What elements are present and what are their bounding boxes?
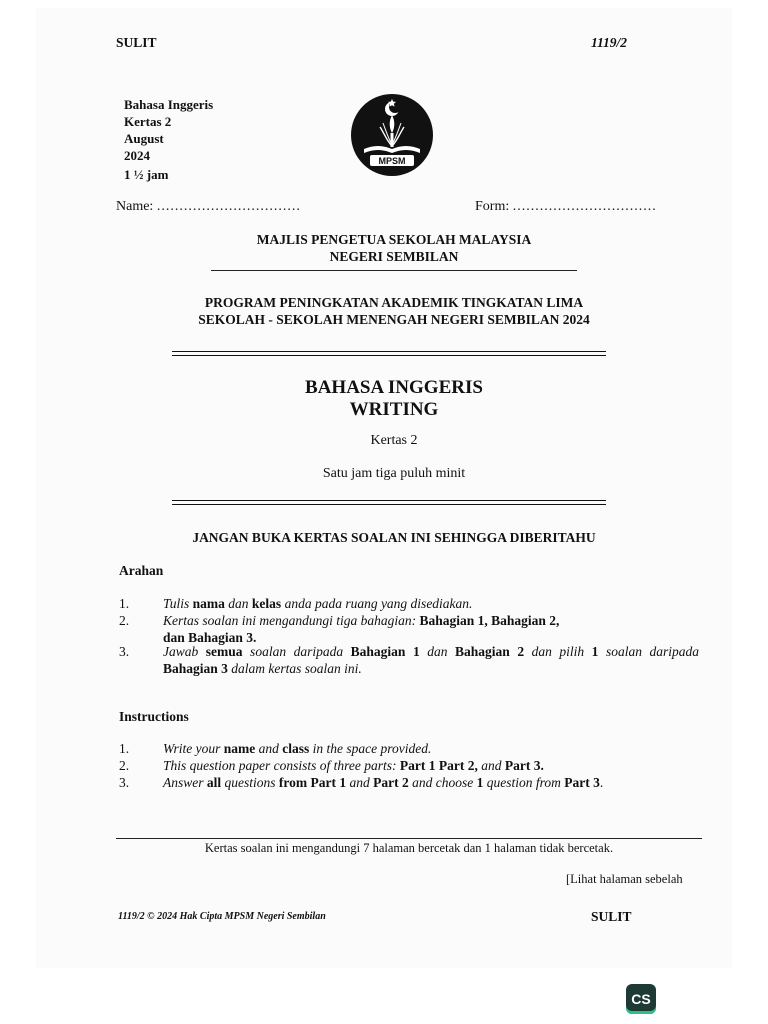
text-run: soalan daripada xyxy=(242,644,351,659)
council-heading xyxy=(150,231,638,265)
council-line: NEGERI SEMBILAN xyxy=(329,249,459,264)
paper-title xyxy=(150,377,638,421)
subject-line: Kertas 2 xyxy=(124,114,172,129)
text-run: class xyxy=(282,741,310,756)
arahan-heading: Arahan xyxy=(119,563,164,578)
header-classification: SULIT xyxy=(116,35,157,50)
double-divider xyxy=(172,500,606,505)
text-run: questions xyxy=(221,775,279,790)
text-run: dan xyxy=(224,596,252,611)
item-number: 1. xyxy=(119,741,130,756)
text-run: Part 2 xyxy=(373,775,409,790)
warning-text: JANGAN BUKA KERTAS SOALAN INI SEHINGGA DIBERITAHU xyxy=(192,530,596,545)
text-run: dalam kertas soalan ini. xyxy=(227,661,362,676)
item-text-cont xyxy=(163,660,699,677)
text-run: and xyxy=(477,758,505,773)
list-item xyxy=(119,643,699,677)
list-item xyxy=(119,774,699,791)
text-run: 1 xyxy=(591,644,599,659)
item-text xyxy=(163,612,699,629)
text-run: Part 3. xyxy=(504,758,544,773)
text-run: dan pilih xyxy=(524,644,592,659)
subject-line: 1 ½ jam xyxy=(124,167,169,182)
text-run: Bahagian 2 xyxy=(455,644,525,659)
instructions-heading: Instructions xyxy=(119,709,189,724)
text-run: 1 xyxy=(476,775,484,790)
text-run: soalan daripada xyxy=(598,644,699,659)
camscanner-badge[interactable]: CS xyxy=(626,984,656,1014)
list-item xyxy=(119,757,699,774)
text-run: all xyxy=(206,775,222,790)
next-page-note: [Lihat halaman sebelah xyxy=(566,872,683,886)
text-run: Bahagian 3 xyxy=(163,661,228,676)
duration: Satu jam tiga puluh minit xyxy=(322,466,466,481)
item-text xyxy=(163,595,699,612)
logo-text: MPSM xyxy=(378,156,406,166)
name-label: Name: xyxy=(116,199,154,214)
item-text xyxy=(163,740,699,757)
subject-line: August xyxy=(124,131,164,146)
text-run: dan xyxy=(419,644,456,659)
text-run: Jawab xyxy=(163,644,206,659)
footer-classification: SULIT xyxy=(591,909,632,924)
item-number: 3. xyxy=(119,644,130,659)
item-number: 1. xyxy=(119,596,130,611)
instructions-list xyxy=(119,740,699,794)
name-dots: ................................ xyxy=(156,199,301,214)
double-divider xyxy=(172,351,606,356)
list-item xyxy=(119,612,699,646)
text-run: kelas xyxy=(251,596,282,611)
footer-divider xyxy=(116,838,702,839)
name-field[interactable] xyxy=(116,199,301,215)
item-number: 2. xyxy=(119,758,130,773)
arahan-list xyxy=(119,595,699,685)
subject-block xyxy=(124,96,213,183)
text-run: Bahagian 1 xyxy=(350,644,420,659)
text-run: nama xyxy=(192,596,225,611)
item-text xyxy=(163,643,699,660)
program-line: SEKOLAH - SEKOLAH MENENGAH NEGERI SEMBILAN 2024 xyxy=(198,312,590,327)
text-run: and choose xyxy=(408,775,477,790)
copyright: 1119/2 © 2024 Hak Cipta MPSM Negeri Sembilan xyxy=(118,911,326,922)
form-label: Form: xyxy=(475,199,510,214)
text-run: dan Bahagian 3. xyxy=(163,630,257,645)
text-run: and xyxy=(255,741,283,756)
text-run: and xyxy=(346,775,374,790)
subject-line: 2024 xyxy=(124,148,150,163)
text-run: Bahagian 1, Bahagian 2, xyxy=(419,613,560,628)
title-line: BAHASA INGGERIS xyxy=(305,377,483,398)
subject-line: Bahasa Inggeris xyxy=(124,97,214,112)
text-run: Part 1 Part 2, xyxy=(399,758,478,773)
paper-number: Kertas 2 xyxy=(370,433,418,448)
item-text xyxy=(163,757,699,774)
form-field[interactable] xyxy=(475,199,657,215)
item-text xyxy=(163,774,699,791)
text-run: from Part 1 xyxy=(278,775,347,790)
text-run: Part 3 xyxy=(564,775,600,790)
text-run: question from xyxy=(483,775,565,790)
text-run: name xyxy=(223,741,256,756)
list-item xyxy=(119,740,699,757)
divider xyxy=(211,270,577,271)
text-run: in the space provided. xyxy=(309,741,432,756)
program-line: PROGRAM PENINGKATAN AKADEMIK TINGKATAN LIMA xyxy=(204,295,584,310)
header-paper-code: 1119/2 xyxy=(591,35,628,50)
mpsm-crest-icon xyxy=(350,93,434,177)
mpsm-logo xyxy=(350,93,434,177)
text-run: Kertas soalan ini mengandungi tiga bahagian: xyxy=(163,613,420,628)
text-run: This question paper consists of three parts: xyxy=(163,758,400,773)
form-dots: ................................ xyxy=(512,199,657,214)
text-run: Tulis xyxy=(163,596,193,611)
text-run: . xyxy=(599,775,604,790)
text-run: Write your xyxy=(163,741,224,756)
text-run: anda pada ruang yang disediakan. xyxy=(281,596,473,611)
list-item xyxy=(119,595,699,612)
text-run: Answer xyxy=(163,775,207,790)
pages-note: Kertas soalan ini mengandungi 7 halaman bercetak dan 1 halaman tidak bercetak. xyxy=(204,841,614,855)
title-line: WRITING xyxy=(349,399,439,420)
council-line: MAJLIS PENGETUA SEKOLAH MALAYSIA xyxy=(256,232,532,247)
item-number: 3. xyxy=(119,775,130,790)
text-run: semua xyxy=(205,644,243,659)
item-number: 2. xyxy=(119,613,130,628)
program-heading xyxy=(120,294,668,328)
